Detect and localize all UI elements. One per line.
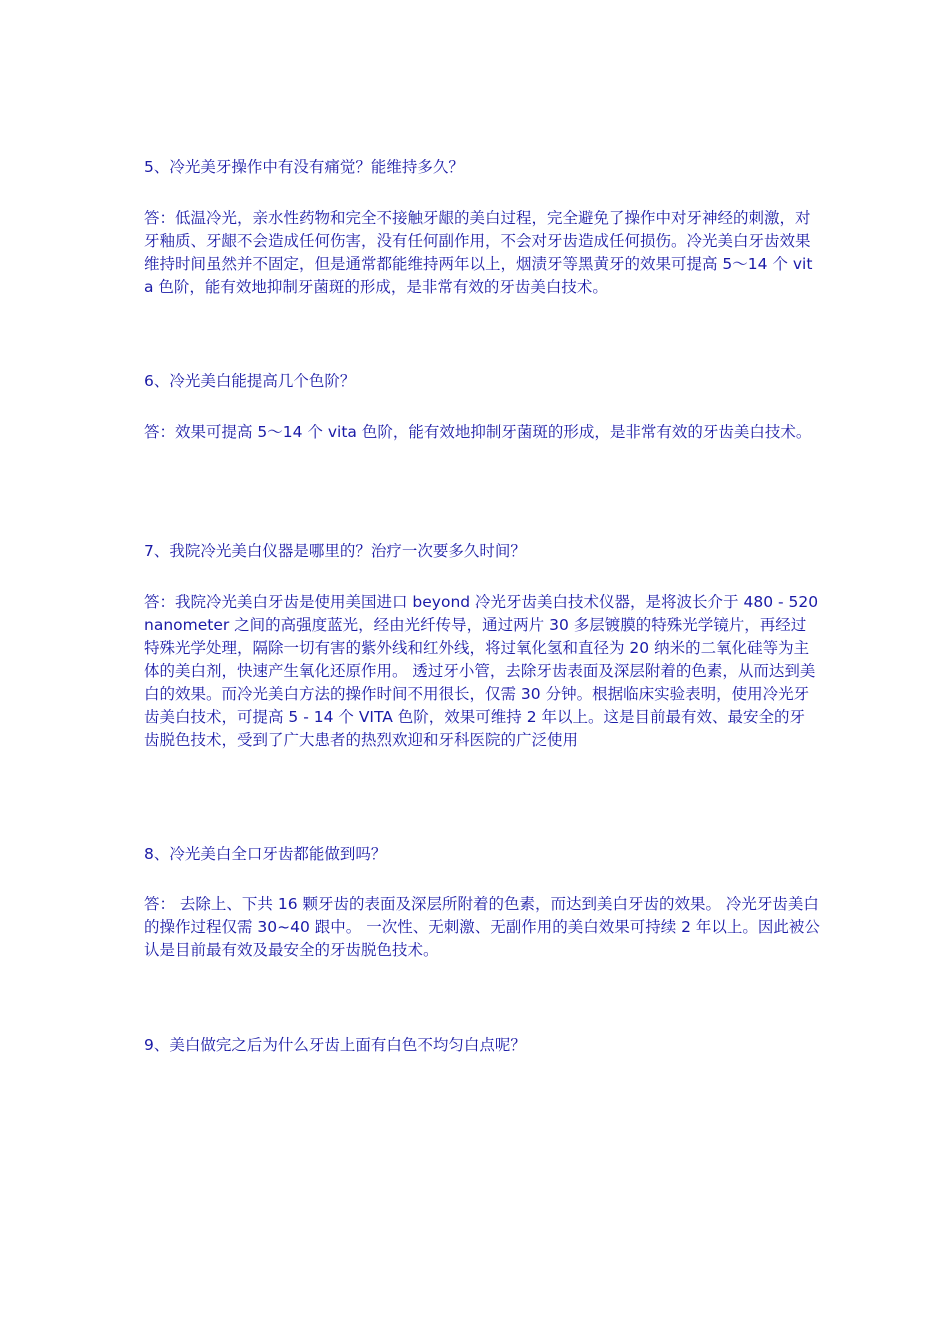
- question-5: 5、冷光美牙操作中有没有痛觉？能维持多久？: [144, 158, 464, 176]
- answer-7: 答：我院冷光美白牙齿是使用美国进口 beyond 冷光牙齿美白技术仪器，是将波长介于 480 - 520nanometer 之间的高强度蓝光，经由光纤传导，通过两片 30 多层镀膜的特殊光学镜片，再经过特殊光学处理，隔除一切有害的紫外线和红外线，将过氧化氢和直径为 20 纳米的二氧化硅等为主体的美白剂，快速产生氧化还原作用。 透过牙小管，去除牙齿表面及深层附着的色素，从而达到美白的效果。而冷光美白方法的操作时间不用很长，仅需 30 分钟。根据临床实验表明，使用冷光牙齿美白技术，可提高 5 - 14 个 VITA 色阶，效果可维持 2 年以上。这是目前最有效、最安全的牙齿脱色技术，受到了广大患者的热烈欢迎和牙科医院的广泛使用: [144, 593, 819, 749]
- answer-8: 答： 去除上、下共 16 颗牙齿的表面及深层所附着的色素，而达到美白牙齿的效果。 冷光牙齿美白的操作过程仅需 30~40 跟中。 一次性、无刺激、无副作用的美白效果可持续 2 年以上。因此被公认是目前最有效及最安全的牙齿脱色技术。: [144, 895, 820, 959]
- question-6: 6、冷光美白能提高几个色阶？: [144, 372, 356, 390]
- question-9: 9、美白做完之后为什么牙齿上面有白色不均匀白点呢？: [144, 1036, 526, 1054]
- question-8: 8、冷光美白全口牙齿都能做到吗？: [144, 845, 387, 863]
- answer-6: 答：效果可提高 5～14 个 vita 色阶，能有效地抑制牙菌斑的形成，是非常有效的牙齿美白技术。: [144, 423, 812, 441]
- answer-5: 答：低温冷光，亲水性药物和完全不接触牙龈的美白过程，完全避免了操作中对牙神经的刺激，对牙釉质、牙龈不会造成任何伤害，没有任何副作用，不会对牙齿造成任何损伤。冷光美白牙齿效果维持时间虽然并不固定，但是通常都能维持两年以上，烟渍牙等黑黄牙的效果可提高 5～14 个 vita 色阶，能有效地抑制牙菌斑的形成，是非常有效的牙齿美白技术。: [144, 209, 813, 296]
- question-7: 7、我院冷光美白仪器是哪里的？治疗一次要多久时间？: [144, 542, 526, 560]
